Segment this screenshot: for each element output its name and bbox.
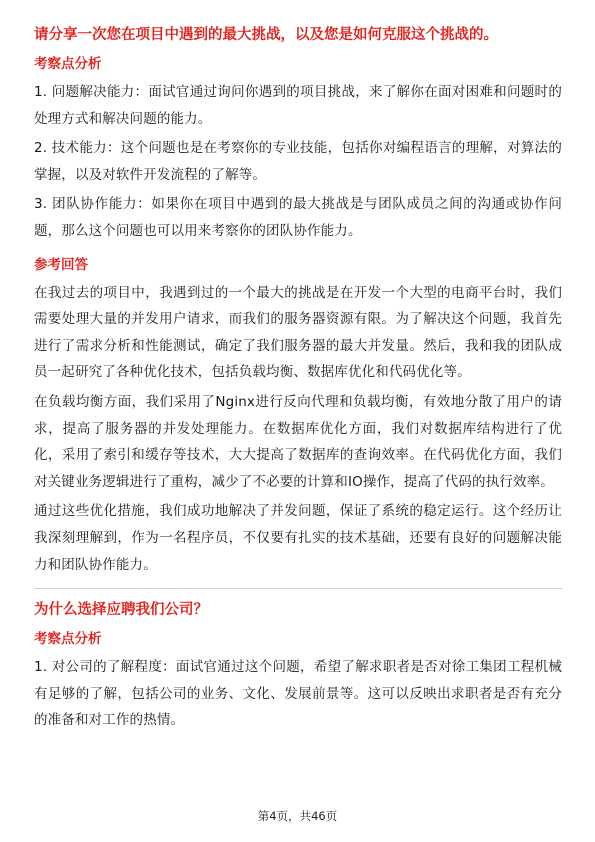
analysis-item: 1. 问题解决能力：面试官通过询问你遇到的项目挑战，来了解你在面对困难和问题时的处理方式和解决问题的能力。 [34,84,562,127]
section-divider [34,588,562,589]
analysis-item: 1. 对公司的了解程度：面试官通过这个问题，希望了解求职者是否对徐工集团工程机械有足够的了解，包括公司的业务、文化、发展前景等。这可以反映出求职者是否有充分的准备和对工作的热情。 [34,659,562,729]
answer-heading: 参考回答 [34,256,88,273]
question-section-1 [34,22,562,578]
answer-paragraph: 在我过去的项目中，我遇到过的一个最大的挑战是在开发一个大型的电商平台时，我们需要处理大量的并发用户请求，而我们的服务器资源有限。为了解决这个问题，我首先进行了需求分析和性能测试，确定了我们服务器的最大并发量。然后，我和我的团队成员一起研究了各种优化技术，包括负载均衡、数据库优化和代码优化等。 [34,284,562,381]
analysis-heading: 考察点分析 [34,56,102,72]
answer-paragraph: 通过这些优化措施，我们成功地解决了并发问题，保证了系统的稳定运行。这个经历让我深刻理解到，作为一名程序员，不仅要有扎实的技术基础，还要有良好的问题解决能力和团队协作能力。 [34,503,562,573]
document-page [34,22,562,734]
answer-paragraph: 在负载均衡方面，我们采用了Nginx进行反向代理和负载均衡，有效地分散了用户的请求，提高了服务器的并发处理能力。在数据库优化方面，我们对数据库结构进行了优化，采用了索引和缓存等技术，大大提高了数据库的查询效率。在代码优化方面，我们对关键业务逻辑进行了重构，减少了不必要的计算和IO操作，提高了代码的执行效率。 [34,393,562,490]
question-title: 请分享一次您在项目中遇到的最大挑战，以及您是如何克服这个挑战的。 [34,27,498,43]
question-title: 为什么选择应聘我们公司？ [34,602,208,619]
spacer [34,245,562,249]
page-number: 第4页，共46页 [257,809,338,823]
analysis-item: 2. 技术能力：这个问题也是在考察你的专业技能，包括你对编程语言的理解，对算法的掌握，以及对软件开发流程的了解等。 [34,140,562,183]
analysis-item: 3. 团队协作能力：如果你在项目中遇到的最大挑战是与团队成员之间的沟通或协作问题，那么这个问题也可以用来考察你的团队协作能力。 [34,196,562,239]
analysis-heading: 考察点分析 [34,631,102,648]
question-section-2 [34,597,562,734]
